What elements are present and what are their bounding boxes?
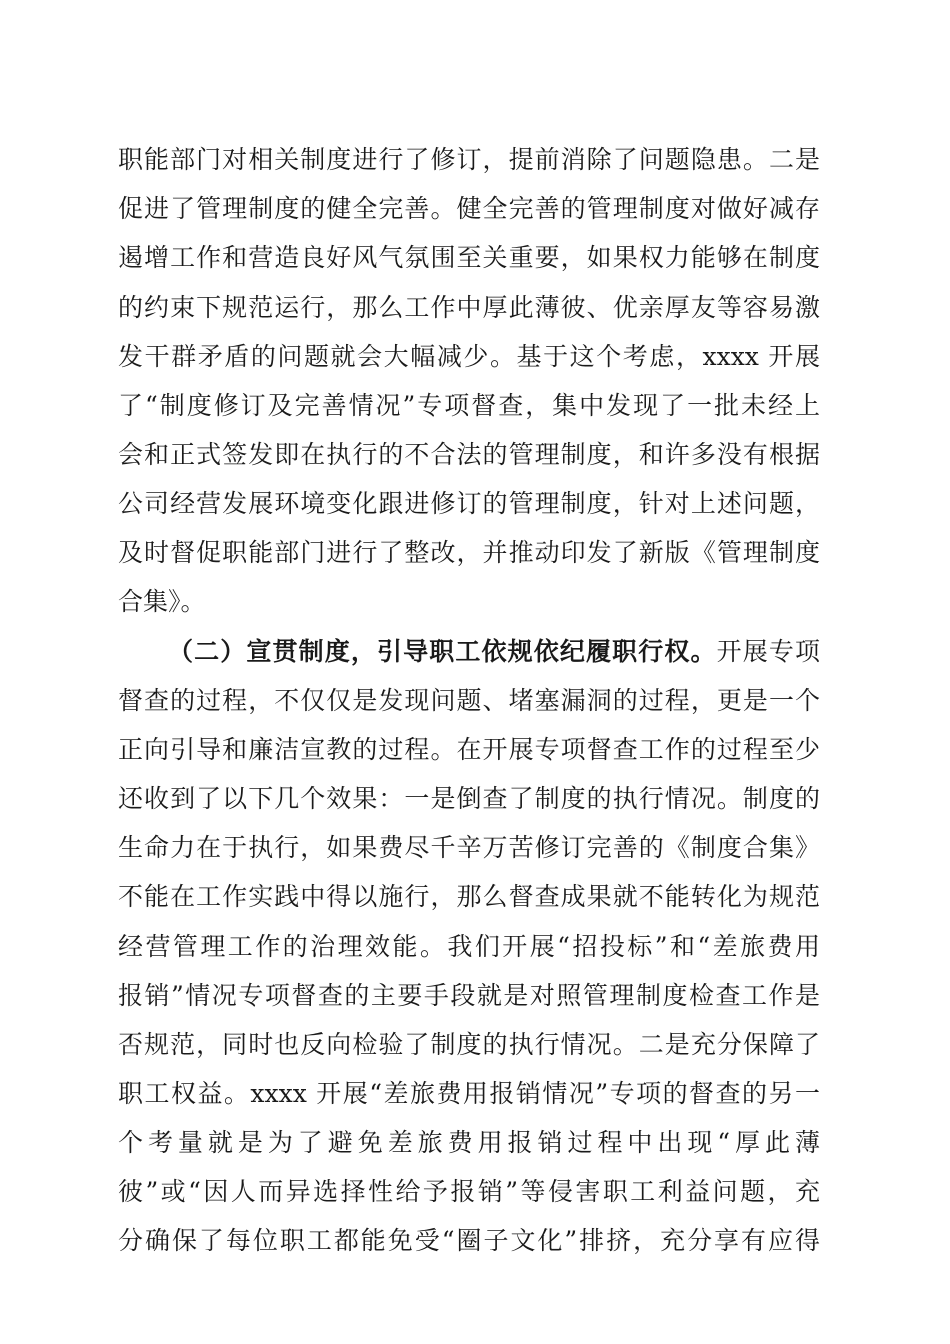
paragraph-line: 职能部门对相关制度进行了修订，提前消除了问题隐患。二是 xyxy=(118,145,820,174)
paragraph-line: 公司经营发展环境变化跟进修订的管理制度，针对上述问题， xyxy=(118,489,820,518)
paragraph-line: 还收到了以下几个效果：一是倒查了制度的执行情况。制度的 xyxy=(118,784,820,813)
paragraph-line: 合集》。 xyxy=(118,587,206,616)
paragraph-line: 不能在工作实践中得以施行，那么督查成果就不能转化为规范 xyxy=(118,882,820,911)
paragraph-line: 生命力在于执行，如果费尽千辛万苦修订完善的《制度合集》 xyxy=(118,833,820,862)
paragraph-line: 经营管理工作的治理效能。我们开展“招投标”和“差旅费用 xyxy=(118,932,820,961)
paragraph-line: 会和正式签发即在执行的不合法的管理制度，和许多没有根据 xyxy=(118,440,820,469)
paragraph-line-rest: 开展专项 xyxy=(716,637,820,666)
paragraph-line: 职工权益。xxxx 开展“差旅费用报销情况”专项的督查的另一 xyxy=(118,1079,820,1108)
paragraph-line: 报销”情况专项督查的主要手段就是对照管理制度检查工作是 xyxy=(118,981,820,1010)
paragraph-line: 分确保了每位职工都能免受“圈子文化”排挤，充分享有应得 xyxy=(118,1226,820,1255)
paragraph-line: 及时督促职能部门进行了整改，并推动印发了新版《管理制度 xyxy=(118,538,820,567)
paragraph-line: 促进了管理制度的健全完善。健全完善的管理制度对做好减存 xyxy=(118,194,820,223)
paragraph-line: 发干群矛盾的问题就会大幅减少。基于这个考虑，xxxx 开展 xyxy=(118,342,820,371)
section-heading: （二）宣贯制度，引导职工依规依纪履职行权。 xyxy=(168,637,717,666)
paragraph-line: 督查的过程，不仅仅是发现问题、堵塞漏洞的过程，更是一个 xyxy=(118,686,820,715)
paragraph-line: 正向引导和廉洁宣教的过程。在开展专项督查工作的过程至少 xyxy=(118,735,820,764)
paragraph-line: 遏增工作和营造良好风气氛围至关重要，如果权力能够在制度 xyxy=(118,243,820,272)
section-heading-line xyxy=(168,628,820,676)
paragraph-line: 的约束下规范运行，那么工作中厚此薄彼、优亲厚友等容易激 xyxy=(118,293,820,322)
paragraph-line: 否规范，同时也反向检验了制度的执行情况。二是充分保障了 xyxy=(118,1030,820,1059)
paragraph-line: 了“制度修订及完善情况”专项督查，集中发现了一批未经上 xyxy=(118,391,820,420)
paragraph-line: 个考量就是为了避免差旅费用报销过程中出现“厚此薄 xyxy=(118,1128,820,1157)
paragraph-line: 彼”或“因人而异选择性给予报销”等侵害职工利益问题，充 xyxy=(118,1177,820,1206)
